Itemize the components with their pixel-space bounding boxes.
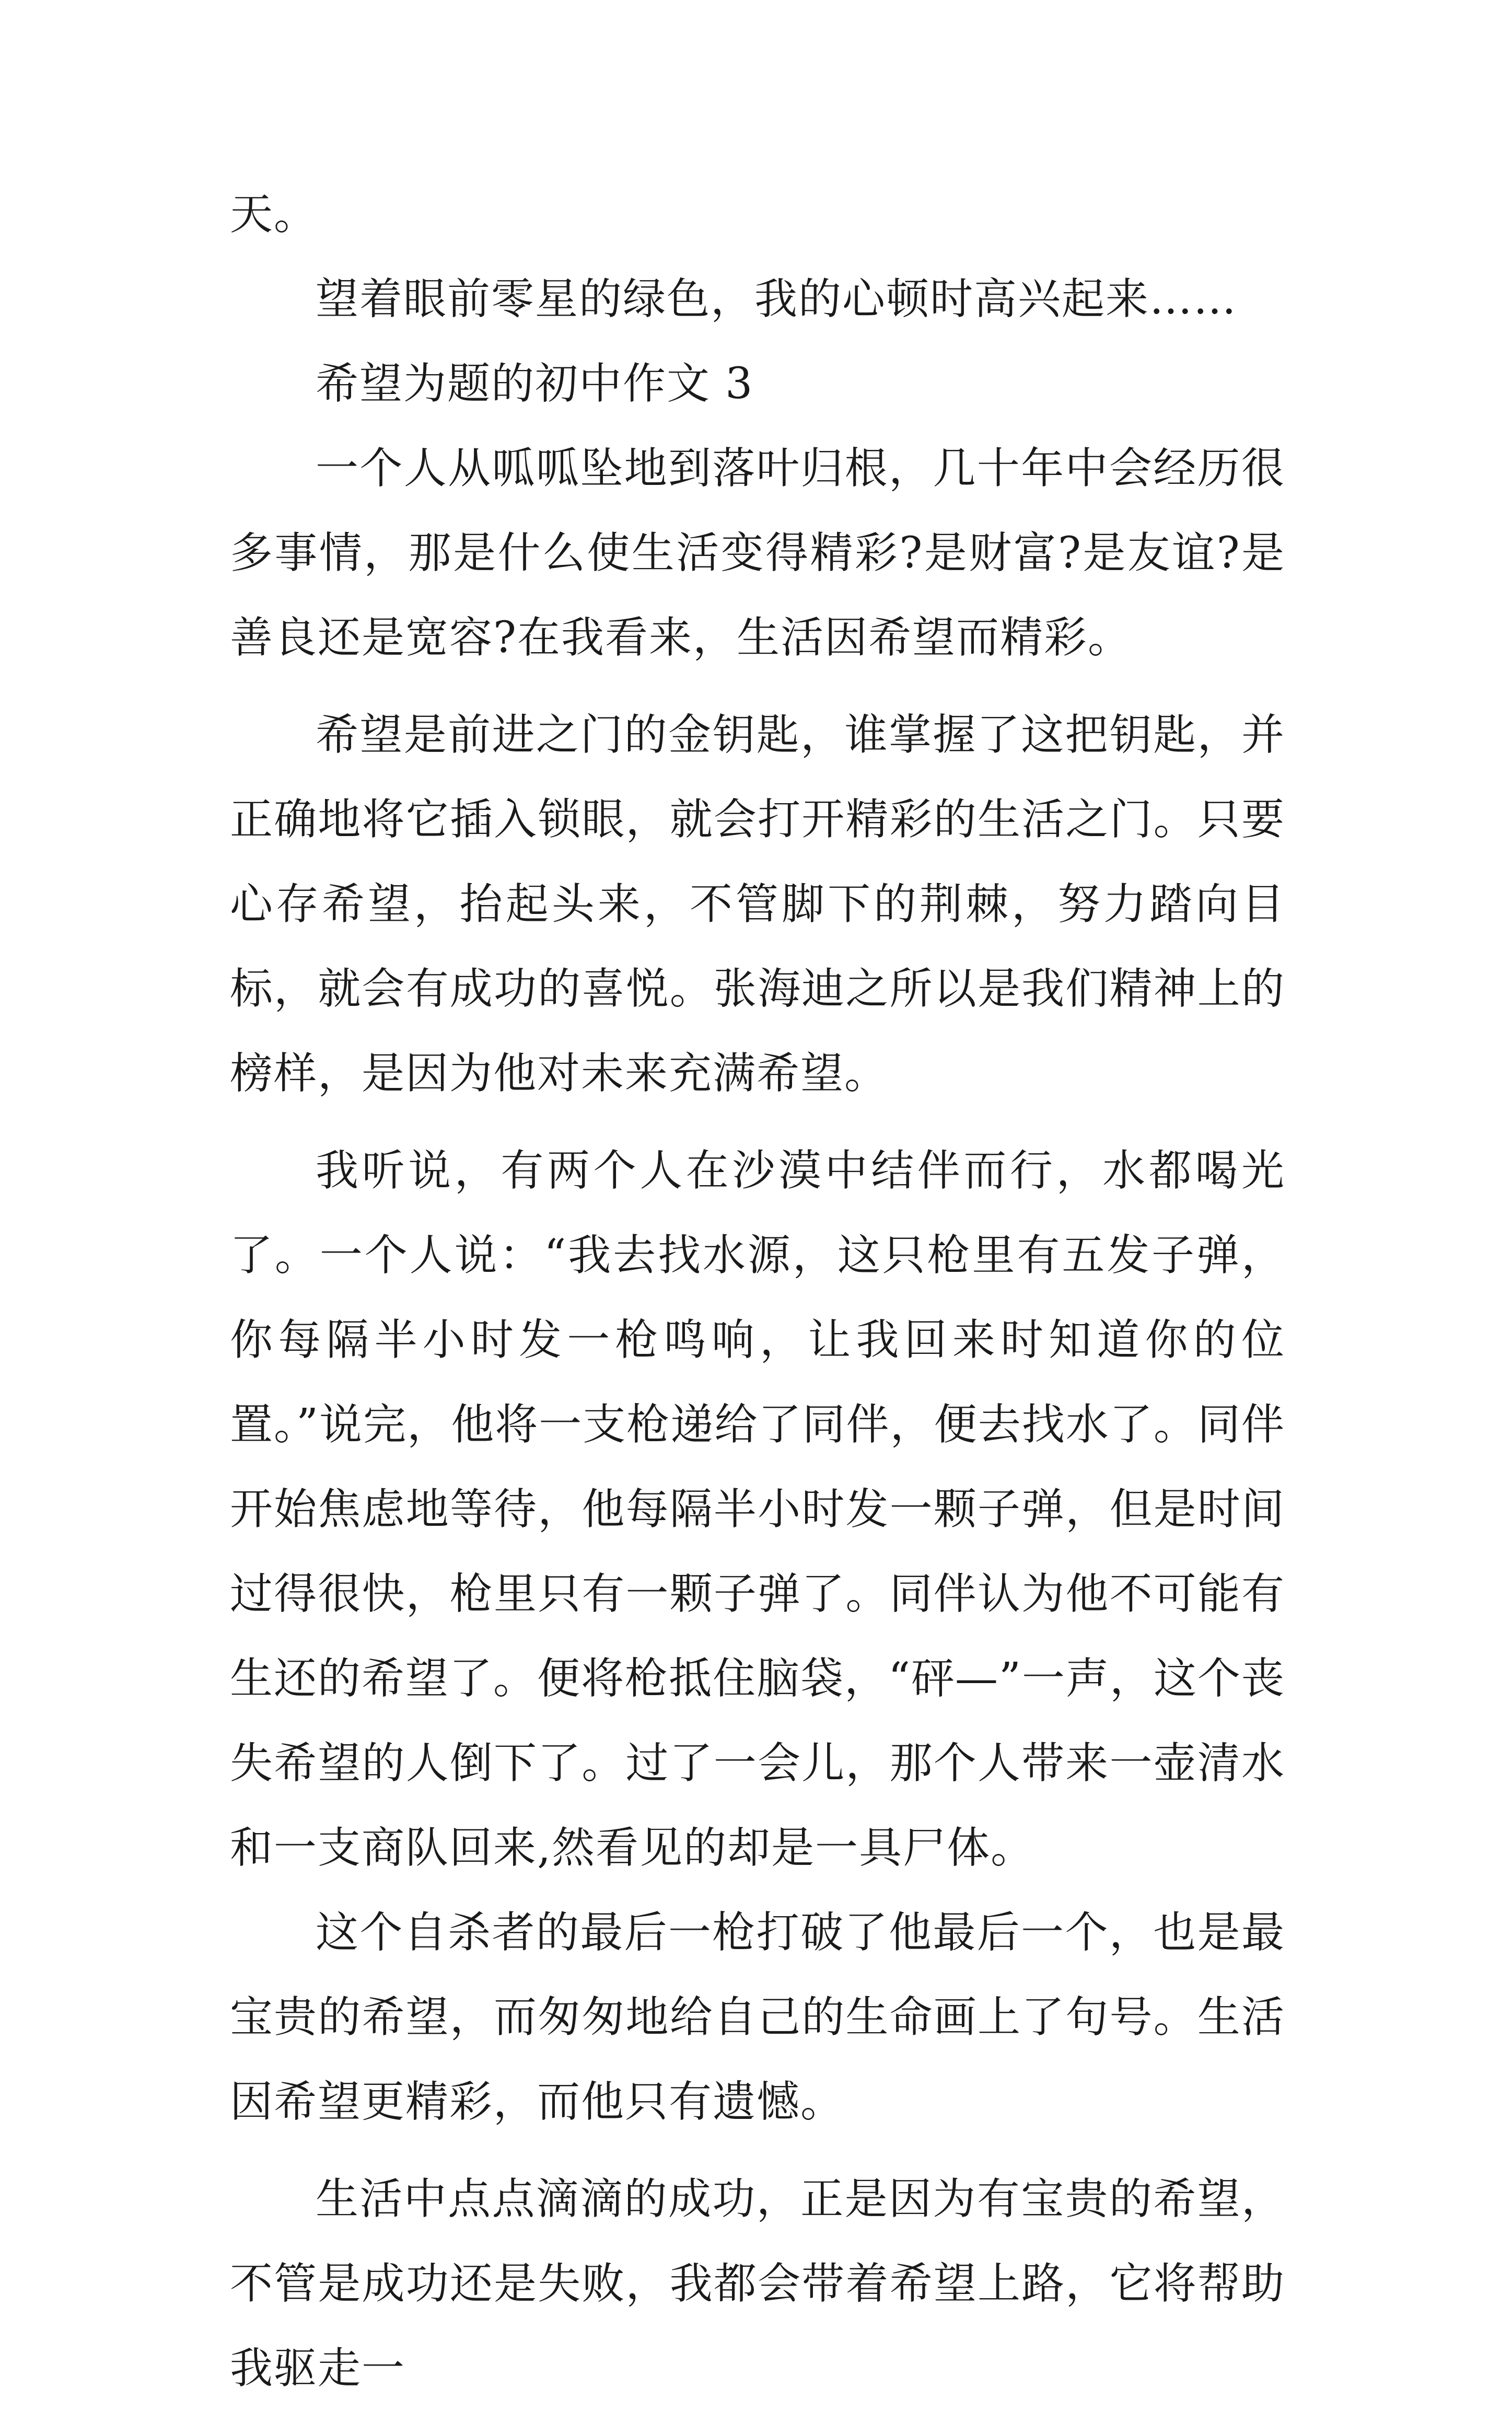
paragraph: 生活中点点滴滴的成功，正是因为有宝贵的希望，不管是成功还是失败，我都会带着希望上路，它将帮助我驱走一 [230,2174,1285,2393]
paragraph: 一个人从呱呱坠地到落叶归根，几十年中会经历很多事情，那是什么使生活变得精彩?是财富?是友谊?是善良还是宽容?在我看来，生活因希望而精彩。 [230,444,1285,663]
paragraph: 希望是前进之门的金钥匙，谁掌握了这把钥匙，并正确地将它插入锁眼，就会打开精彩的生活之门。只要心存希望，抬起头来，不管脚下的荆棘，努力踏向目标，就会有成功的喜悦。张海迪之所以是我们精神上的榜样，是因为他对未来充满希望。 [230,710,1285,1098]
paragraph: 望着眼前零星的绿色，我的心顿时高兴起来…… [316,274,1238,324]
paragraph: 这个自杀者的最后一枪打破了他最后一个，也是最宝贵的希望，而匆匆地给自己的生命画上了句号。生活因希望更精彩，而他只有遗憾。 [230,1908,1285,2127]
document-body [230,172,1285,2411]
section-heading: 希望为题的初中作文 3 [316,359,754,409]
paragraph: 我听说，有两个人在沙漠中结伴而行，水都喝光了。一个人说：“我去找水源，这只枪里有五发子弹，你每隔半小时发一枪鸣响，让我回来时知道你的位置。”说完，他将一支枪递给了同伴，便去找水了。同伴开始焦虑地等待，他每隔半小时发一颗子弹，但是时间过得很快，枪里只有一颗子弹了。同伴认为他不可能有生还的希望了。便将枪抵住脑袋，“砰—”一声，这个丧失希望的人倒下了。过了一会儿，那个人带来一壶清水和一支商队回来,然看见的却是一具尸体。 [230,1146,1285,1873]
paragraph-continuation: 天。 [230,190,318,239]
